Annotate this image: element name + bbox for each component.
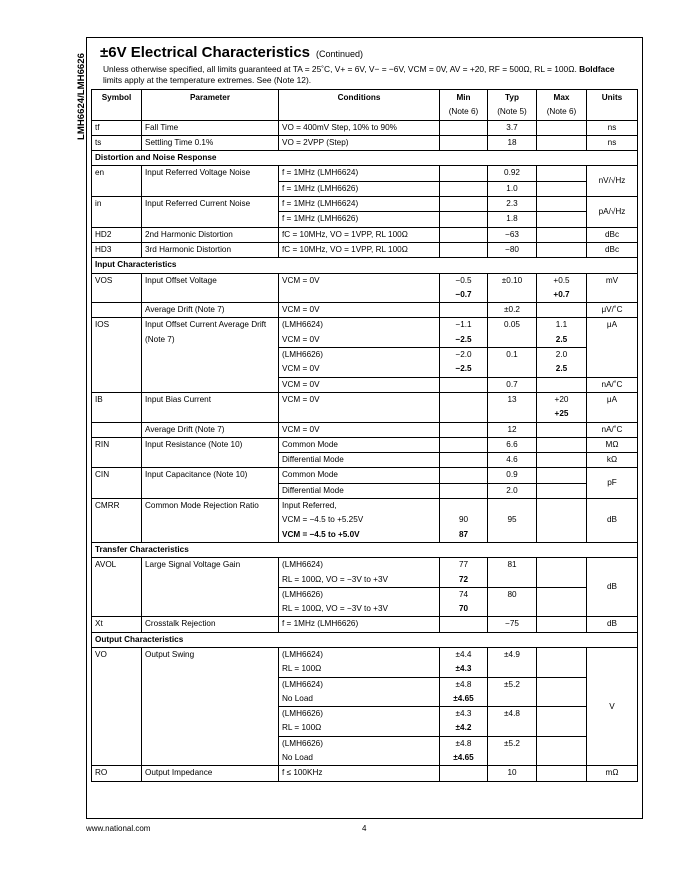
table-cell: (LMH6626) RL = 100Ω (279, 707, 440, 737)
table-cell: IOS (92, 318, 142, 392)
table-cell: dB (587, 499, 638, 543)
table-cell: Distortion and Noise Response (92, 151, 638, 166)
table-cell: f = 1MHz (LMH6624) (279, 197, 440, 212)
table-cell: (LMH6624) No Load (279, 677, 440, 707)
table-row (92, 617, 638, 632)
table-cell (537, 499, 587, 543)
table-cell: Common Mode Rejection Ratio (142, 499, 279, 543)
header-typ: Typ (Note 5) (488, 90, 537, 121)
table-cell (92, 303, 142, 318)
section-transfer (92, 542, 638, 557)
table-cell: Input Referred Current Noise (142, 197, 279, 228)
table-cell: VCM = 0V (279, 377, 440, 392)
table-cell: nA/˚C (587, 377, 638, 392)
table-cell: 0.9 (488, 468, 537, 483)
header-conditions: Conditions (279, 90, 440, 121)
table-cell: Crosstalk Rejection (142, 617, 279, 632)
table-cell: pF (587, 468, 638, 499)
table-cell: VO = 2VPP (Step) (279, 135, 440, 150)
table-cell: (LMH6626) VCM = 0V (279, 348, 440, 378)
table-cell: Average Drift (Note 7) (142, 303, 279, 318)
table-cell: ns (587, 120, 638, 135)
table-cell: μA (587, 392, 638, 422)
table-cell: 74 70 (440, 587, 488, 617)
table-cell: nA/˚C (587, 422, 638, 437)
section-distortion (92, 151, 638, 166)
table-cell: Input Capacitance (Note 10) (142, 468, 279, 499)
table-cell: 1.0 (488, 181, 537, 196)
table-cell: 10 (488, 766, 537, 781)
table-cell: μA (587, 318, 638, 377)
table-cell: AVOL (92, 558, 142, 617)
table-cell (537, 617, 587, 632)
table-cell: kΩ (587, 453, 638, 468)
table-cell: f = 1MHz (LMH6626) (279, 212, 440, 227)
table-cell: 0.92 (488, 166, 537, 181)
table-cell: 13 (488, 392, 537, 422)
table-cell: 0.1 (488, 348, 537, 378)
table-cell: f ≤ 100KHz (279, 766, 440, 781)
table-cell (440, 483, 488, 498)
table-cell: +20 +25 (537, 392, 587, 422)
header-row (92, 90, 638, 121)
table-cell: 1.8 (488, 212, 537, 227)
table-cell: ts (92, 135, 142, 150)
side-part-label: LMH6624/LMH6626 (76, 53, 87, 140)
table-cell: (LMH6624) RL = 100Ω (279, 647, 440, 677)
table-cell (537, 377, 587, 392)
table-cell: ±4.9 (488, 647, 537, 677)
table-cell: 0.7 (488, 377, 537, 392)
table-cell: Common Mode (279, 437, 440, 452)
table-cell: −1.1 −2.5 (440, 318, 488, 348)
table-cell (537, 135, 587, 150)
table-cell: ±5.2 (488, 736, 537, 766)
table-cell (537, 736, 587, 766)
table-cell (537, 558, 587, 588)
table-cell (440, 166, 488, 181)
table-cell: Output Impedance (142, 766, 279, 781)
table-cell: ±4.8 ±4.65 (440, 736, 488, 766)
table-cell: −2.0 −2.5 (440, 348, 488, 378)
table-row (92, 166, 638, 181)
table-cell: 0.05 (488, 318, 537, 348)
table-cell: Differential Mode (279, 453, 440, 468)
table-row (92, 499, 638, 543)
table-cell: Average Drift (Note 7) (142, 422, 279, 437)
header-min: Min (Note 6) (440, 90, 488, 121)
table-cell (440, 227, 488, 242)
table-cell: ±5.2 (488, 677, 537, 707)
section-title: ±6V Electrical Characteristics (Continued) (100, 44, 364, 61)
table-cell: −63 (488, 227, 537, 242)
table-cell (537, 227, 587, 242)
table-cell: dB (587, 558, 638, 617)
conditions-description: Unless otherwise specified, all limits guaranteed at TA = 25˚C, V+ = 6V, V− = −6V, VCM = 0V, AV = +20, RF = 500Ω, RL = 100Ω. Boldface limits apply at the temperature extremes. See (Note 12). (103, 64, 615, 85)
footer-website[interactable]: www.national.com (86, 824, 151, 833)
table-cell: Input Resistance (Note 10) (142, 437, 279, 468)
table-cell: dBc (587, 227, 638, 242)
table-cell (440, 453, 488, 468)
table-cell (440, 303, 488, 318)
table-row (92, 437, 638, 452)
table-cell (537, 647, 587, 677)
table-cell (440, 242, 488, 257)
table-cell (440, 135, 488, 150)
table-cell: 95 (488, 499, 537, 543)
table-cell: (LMH6626) RL = 100Ω, VO = −3V to +3V (279, 587, 440, 617)
table-cell (537, 303, 587, 318)
table-cell (537, 453, 587, 468)
table-cell: (LMH6624) VCM = 0V (279, 318, 440, 348)
table-cell (440, 437, 488, 452)
table-cell: +0.5 +0.7 (537, 273, 587, 303)
table-cell: pA/√Hz (587, 197, 638, 228)
table-cell: HD3 (92, 242, 142, 257)
table-cell (440, 766, 488, 781)
table-cell: f = 1MHz (LMH6624) (279, 166, 440, 181)
table-cell (440, 181, 488, 196)
table-cell: VO = 400mV Step, 10% to 90% (279, 120, 440, 135)
header-max: Max (Note 6) (537, 90, 587, 121)
table-cell: 80 (488, 587, 537, 617)
table-cell: 18 (488, 135, 537, 150)
table-cell: Differential Mode (279, 483, 440, 498)
table-cell (537, 212, 587, 227)
table-row (92, 197, 638, 212)
table-cell: (LMH6624) RL = 100Ω, VO = −3V to +3V (279, 558, 440, 588)
table-cell: mΩ (587, 766, 638, 781)
table-cell: VCM = 0V (279, 273, 440, 303)
table-row (92, 242, 638, 257)
table-cell: ±4.3 ±4.2 (440, 707, 488, 737)
table-cell: −75 (488, 617, 537, 632)
table-row (92, 227, 638, 242)
table-cell (440, 377, 488, 392)
table-cell: HD2 (92, 227, 142, 242)
table-cell: V (587, 647, 638, 765)
table-cell: Common Mode (279, 468, 440, 483)
table-cell (92, 422, 142, 437)
table-cell: 4.6 (488, 453, 537, 468)
table-cell: ±0.2 (488, 303, 537, 318)
table-cell (537, 437, 587, 452)
table-cell: Settling Time 0.1% (142, 135, 279, 150)
table-row (92, 303, 638, 318)
table-cell: 2.0 2.5 (537, 348, 587, 378)
table-cell: Input Characteristics (92, 258, 638, 273)
table-cell: tf (92, 120, 142, 135)
table-cell: CMRR (92, 499, 142, 543)
table-cell: mV (587, 273, 638, 303)
table-cell: dB (587, 617, 638, 632)
table-cell (537, 766, 587, 781)
table-cell: Input Referred Voltage Noise (142, 166, 279, 197)
table-cell: ±0.10 (488, 273, 537, 303)
table-cell: 6.6 (488, 437, 537, 452)
table-cell: RO (92, 766, 142, 781)
table-cell (537, 197, 587, 212)
table-cell: Large Signal Voltage Gain (142, 558, 279, 617)
table-row (92, 120, 638, 135)
table-cell: (LMH6626) No Load (279, 736, 440, 766)
table-cell: ±4.8 ±4.65 (440, 677, 488, 707)
header-units: Units (587, 90, 638, 121)
table-row (92, 468, 638, 483)
table-cell: VCM = 0V (279, 392, 440, 422)
table-cell (537, 422, 587, 437)
table-row (92, 558, 638, 588)
table-cell: VCM = 0V (279, 303, 440, 318)
table-cell: in (92, 197, 142, 228)
table-cell: 3.7 (488, 120, 537, 135)
table-cell: ±4.4 ±4.3 (440, 647, 488, 677)
table-cell: 1.1 2.5 (537, 318, 587, 348)
table-cell (440, 617, 488, 632)
title-suffix: (Continued) (316, 49, 364, 59)
table-cell: Transfer Characteristics (92, 542, 638, 557)
header-symbol: Symbol (92, 90, 142, 121)
table-cell: 2.0 (488, 483, 537, 498)
table-cell: ±4.8 (488, 707, 537, 737)
table-cell: Input Offset Current Average Drift (Note 7) (142, 318, 279, 392)
table-row (92, 273, 638, 303)
table-cell: Input Bias Current (142, 392, 279, 422)
table-row (92, 422, 638, 437)
table-cell: −80 (488, 242, 537, 257)
table-cell: 77 72 (440, 558, 488, 588)
table-cell: Xt (92, 617, 142, 632)
table-row (92, 647, 638, 677)
header-parameter: Parameter (142, 90, 279, 121)
table-row (92, 766, 638, 781)
table-cell (537, 181, 587, 196)
electrical-characteristics-table (91, 89, 638, 782)
table-cell: fC = 10MHz, VO = 1VPP, RL 100Ω (279, 242, 440, 257)
section-input (92, 258, 638, 273)
table-cell (440, 468, 488, 483)
table-cell: fC = 10MHz, VO = 1VPP, RL 100Ω (279, 227, 440, 242)
table-cell: IB (92, 392, 142, 422)
table-cell: 12 (488, 422, 537, 437)
table-cell: 81 (488, 558, 537, 588)
table-cell: μV/˚C (587, 303, 638, 318)
table-cell: ns (587, 135, 638, 150)
table-cell (537, 468, 587, 483)
table-cell (537, 483, 587, 498)
table-cell: 2.3 (488, 197, 537, 212)
table-cell: nV/√Hz (587, 166, 638, 197)
page-number: 4 (362, 824, 367, 833)
table-cell (440, 392, 488, 422)
table-cell (537, 677, 587, 707)
table-row (92, 392, 638, 422)
table-cell: Output Characteristics (92, 632, 638, 647)
table-cell: Input Offset Voltage (142, 273, 279, 303)
table-cell: CIN (92, 468, 142, 499)
table-cell (537, 166, 587, 181)
table-cell: en (92, 166, 142, 197)
table-cell: VOS (92, 273, 142, 303)
table-cell: VO (92, 647, 142, 765)
table-cell: 2nd Harmonic Distortion (142, 227, 279, 242)
table-cell (440, 197, 488, 212)
table-cell (537, 242, 587, 257)
table-cell: Input Referred, VCM = −4.5 to +5.25V VCM = −4.5 to +5.0V (279, 499, 440, 543)
table-cell: dBc (587, 242, 638, 257)
table-cell: f = 1MHz (LMH6626) (279, 181, 440, 196)
table-cell: 90 87 (440, 499, 488, 543)
table-row (92, 318, 638, 348)
table-cell: −0.5 −0.7 (440, 273, 488, 303)
table-cell: Fall Time (142, 120, 279, 135)
section-output (92, 632, 638, 647)
table-cell (537, 587, 587, 617)
table-cell (537, 120, 587, 135)
table-cell: 3rd Harmonic Distortion (142, 242, 279, 257)
table-cell (440, 120, 488, 135)
table-cell (537, 707, 587, 737)
table-cell: Output Swing (142, 647, 279, 765)
table-cell: MΩ (587, 437, 638, 452)
table-cell: RIN (92, 437, 142, 468)
table-cell: f = 1MHz (LMH6626) (279, 617, 440, 632)
table-cell (440, 422, 488, 437)
table-row (92, 135, 638, 150)
table-cell (440, 212, 488, 227)
table-cell: VCM = 0V (279, 422, 440, 437)
